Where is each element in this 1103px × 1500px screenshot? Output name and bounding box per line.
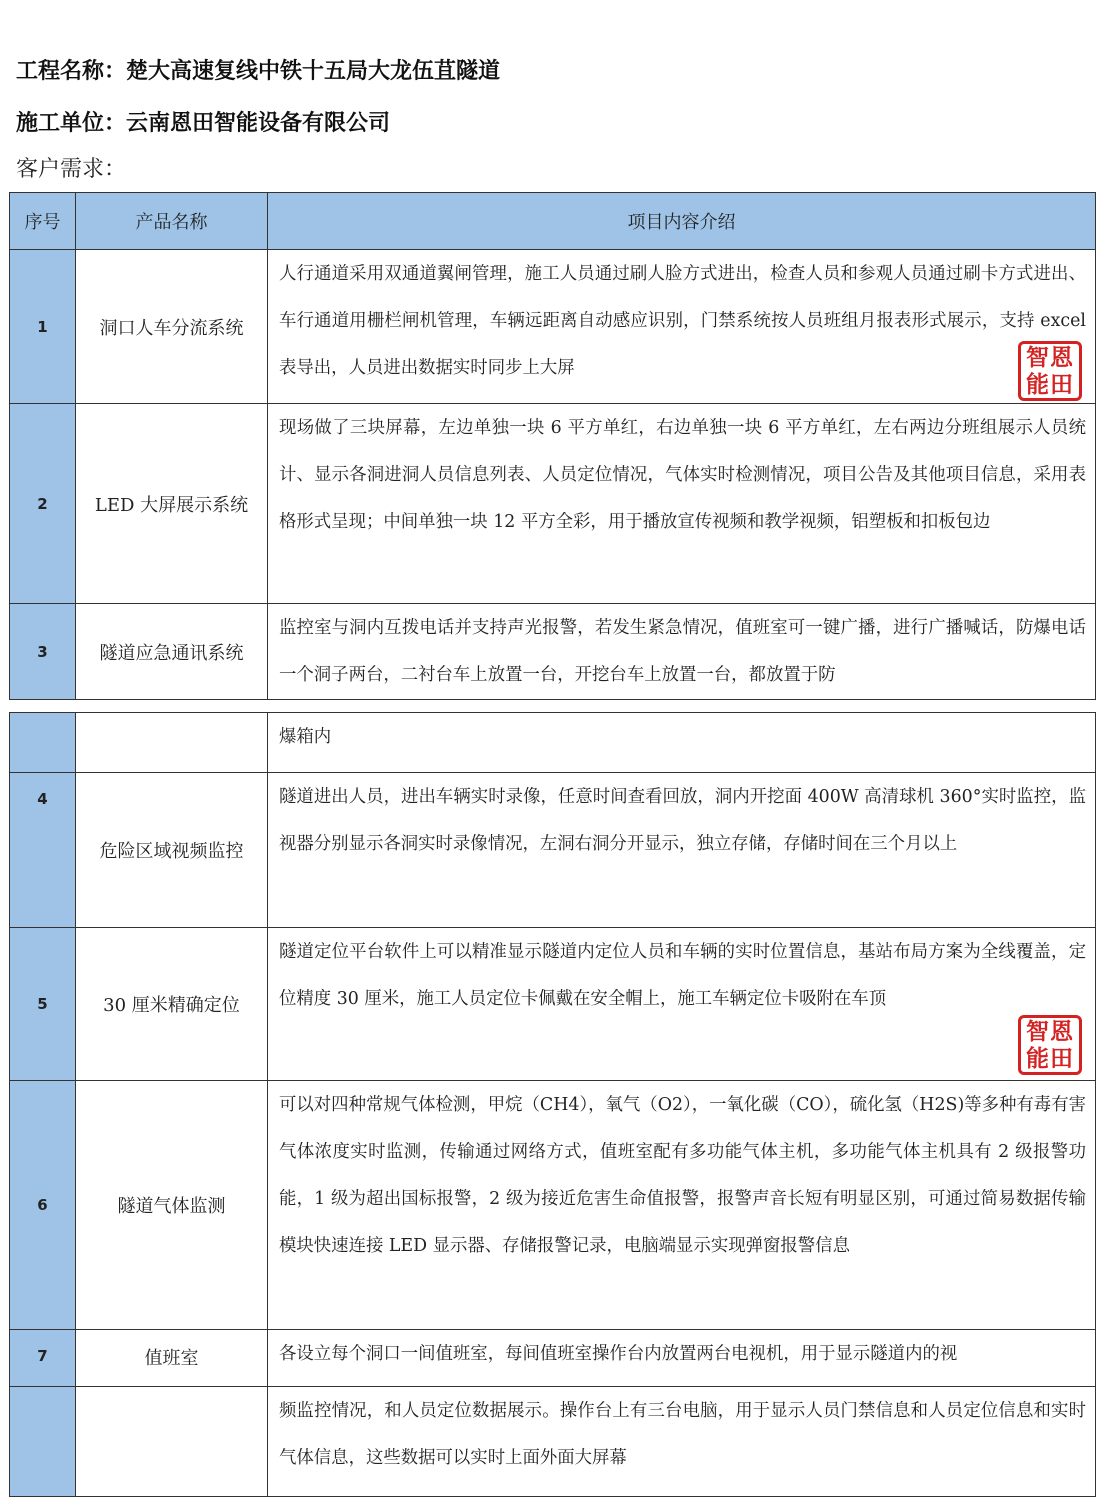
product-description: 爆箱内 — [268, 713, 1096, 773]
table-row — [10, 604, 1096, 700]
row-number: 7 — [10, 1330, 76, 1387]
stamp-line: 智恩 — [1026, 345, 1074, 371]
product-name — [76, 1387, 268, 1497]
product-name: 30 厘米精确定位 — [76, 928, 268, 1081]
product-name: 隧道气体监测 — [76, 1081, 268, 1330]
row-number: 5 — [10, 928, 76, 1081]
table-row — [10, 928, 1096, 1081]
requirements-table-part2 — [9, 712, 1096, 1497]
product-description: 人行通道采用双通道翼闸管理，施工人员通过刷人脸方式进出，检查人员和参观人员通过刷卡方式进出、车行通道用栅栏闸机管理，车辆远距离自动感应识别，门禁系统按人员班组月报表形式展示，支持 excel 表导出，人员进出数据实时同步上大屏 — [268, 250, 1096, 404]
product-name: LED 大屏展示系统 — [76, 404, 268, 604]
product-name — [76, 713, 268, 773]
product-name: 隧道应急通讯系统 — [76, 604, 268, 700]
table-row — [10, 1081, 1096, 1330]
header-product: 产品名称 — [76, 193, 268, 250]
requirements-table-part1 — [9, 192, 1096, 700]
row-number: 6 — [10, 1081, 76, 1330]
row-number: 4 — [10, 773, 76, 928]
row-number: 3 — [10, 604, 76, 700]
product-description: 现场做了三块屏幕，左边单独一块 6 平方单红，右边单独一块 6 平方单红，左右两边分班组展示人员统计、显示各洞进洞人员信息列表、人员定位情况，气体实时检测情况，项目公告及其他项目信息，采用表格形式呈现；中间单独一块 12 平方全彩，用于播放宣传视频和教学视频，铝塑板和扣板包边 — [268, 404, 1096, 604]
company-seal-stamp — [1018, 1015, 1082, 1075]
stamp-line: 能田 — [1026, 1046, 1074, 1072]
table-row-continued — [10, 1387, 1096, 1497]
stamp-line: 智恩 — [1026, 1019, 1074, 1045]
table-row — [10, 404, 1096, 604]
product-name: 危险区域视频监控 — [76, 773, 268, 928]
row-number: 2 — [10, 404, 76, 604]
product-description: 隧道进出人员，进出车辆实时录像，任意时间查看回放，洞内开挖面 400W 高清球机 360°实时监控，监视器分别显示各洞实时录像情况，左洞右洞分开显示，独立存储，存储时间在三个月以上 — [268, 773, 1096, 928]
row-number — [10, 713, 76, 773]
construction-unit: 施工单位：云南恩田智能设备有限公司 — [16, 111, 391, 136]
table-row — [10, 773, 1096, 928]
table-row-continued — [10, 713, 1096, 773]
product-description: 各设立每个洞口一间值班室，每间值班室操作台内放置两台电视机，用于显示隧道内的视 — [268, 1330, 1096, 1387]
header-seq: 序号 — [10, 193, 76, 250]
header-description: 项目内容介绍 — [268, 193, 1096, 250]
row-number — [10, 1387, 76, 1497]
row-number: 1 — [10, 250, 76, 404]
product-description: 监控室与洞内互拨电话并支持声光报警，若发生紧急情况，值班室可一键广播，进行广播喊话，防爆电话一个洞子两台，二衬台车上放置一台，开挖台车上放置一台，都放置于防 — [268, 604, 1096, 700]
project-name: 工程名称：楚大高速复线中铁十五局大龙伍苴隧道 — [16, 59, 501, 84]
product-description: 隧道定位平台软件上可以精准显示隧道内定位人员和车辆的实时位置信息，基站布局方案为全线覆盖，定位精度 30 厘米，施工人员定位卡佩戴在安全帽上，施工车辆定位卡吸附在车顶 — [268, 928, 1096, 1081]
product-name: 值班室 — [76, 1330, 268, 1387]
product-description: 可以对四种常规气体检测，甲烷（CH4），氧气（O2），一氧化碳（CO），硫化氢（H2S)等多种有毒有害气体浓度实时监测，传输通过网络方式，值班室配有多功能气体主机，多功能气体主机具有 2 级报警功能，1 级为超出国标报警，2 级为接近危害生命值报警，报警声音长短有明显区别，可通过简易数据传输模块快速连接 LED 显示器、存储报警记录，电脑端显示实现弹窗报警信息 — [268, 1081, 1096, 1330]
company-seal-stamp — [1018, 341, 1082, 401]
product-name: 洞口人车分流系统 — [76, 250, 268, 404]
table-row — [10, 1330, 1096, 1387]
table-row — [10, 250, 1096, 404]
customer-needs-label: 客户需求： — [16, 157, 127, 182]
stamp-line: 能田 — [1026, 372, 1074, 398]
table-header-row — [10, 193, 1096, 250]
product-description: 频监控情况，和人员定位数据展示。操作台上有三台电脑，用于显示人员门禁信息和人员定位信息和实时气体信息，这些数据可以实时上面外面大屏幕 — [268, 1387, 1096, 1497]
